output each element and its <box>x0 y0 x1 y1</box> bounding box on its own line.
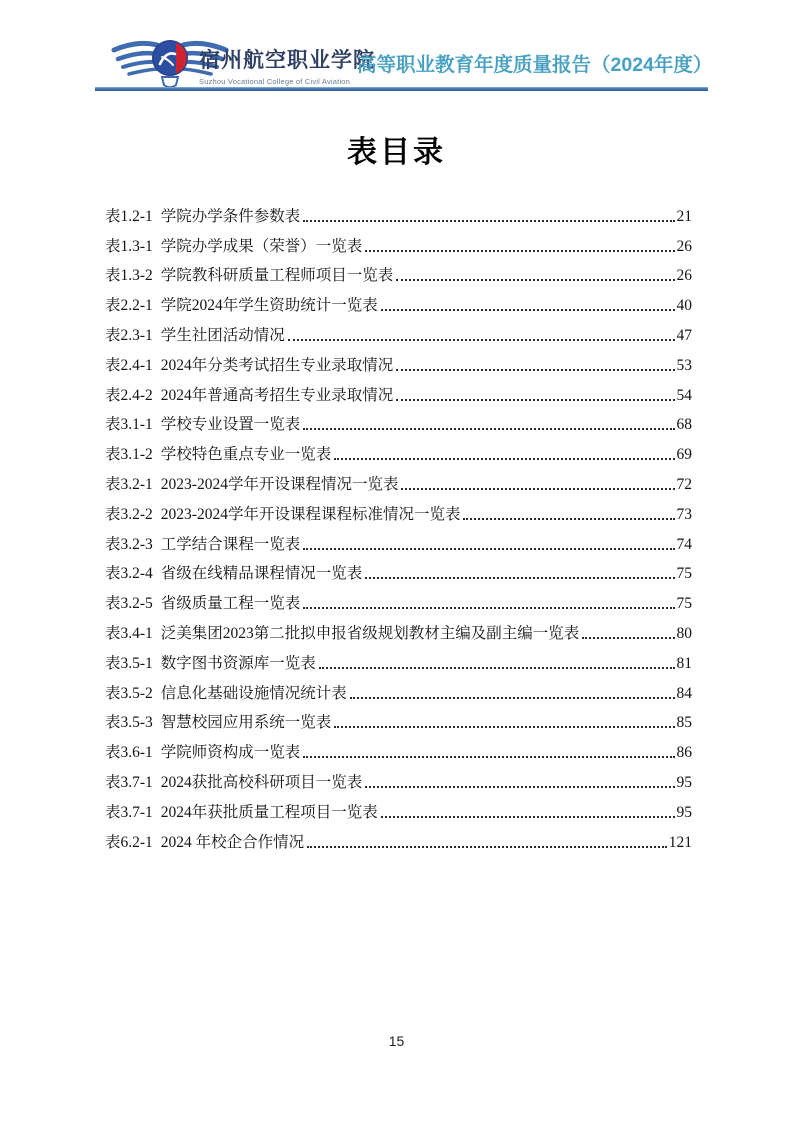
toc-entry-page: 40 <box>676 297 692 315</box>
dotted-leader <box>381 309 675 311</box>
toc-entry-page: 84 <box>676 684 692 702</box>
dotted-leader <box>401 488 674 490</box>
toc-entry <box>105 792 692 822</box>
toc-entry-title: 2024 年校企合作情况 <box>160 833 305 851</box>
toc-entry-title: 学校特色重点专业一览表 <box>160 446 332 464</box>
toc-entry-label: 表3.7-1 <box>105 773 153 791</box>
toc-entry-label: 表2.4-1 <box>105 356 153 374</box>
toc-entry-page: 85 <box>676 714 692 732</box>
toc-entry-page: 121 <box>668 833 692 851</box>
dotted-leader <box>396 369 674 371</box>
toc-entry-label: 表3.4-1 <box>105 624 153 642</box>
dotted-leader <box>365 250 674 252</box>
page-title: 表目录 <box>347 136 446 169</box>
toc-entry-label: 表3.7-1 <box>105 803 153 821</box>
toc-entry-page: 68 <box>676 416 692 434</box>
toc-entry <box>105 524 692 554</box>
college-name-zh: 宿州航空职业学院 <box>199 49 375 72</box>
toc-entry <box>105 315 692 345</box>
toc-entry <box>105 464 692 494</box>
dotted-leader <box>350 697 675 699</box>
toc-entry-label: 表3.5-3 <box>105 714 153 732</box>
toc-entry-title: 学院教科研质量工程师项目一览表 <box>160 267 394 285</box>
dotted-leader <box>303 607 674 609</box>
toc-entry-title: 学院师资构成一览表 <box>160 744 301 762</box>
toc-entry-label: 表6.2-1 <box>105 833 153 851</box>
toc-entry-label: 表3.5-2 <box>105 684 153 702</box>
toc-entry-title: 智慧校园应用系统一览表 <box>160 714 332 732</box>
dotted-leader <box>303 756 674 758</box>
dotted-leader <box>334 726 674 728</box>
toc-entry-page: 75 <box>676 565 692 583</box>
toc-entry <box>105 285 692 315</box>
toc-entry-label: 表3.1-1 <box>105 416 153 434</box>
toc-entry-page: 73 <box>676 505 692 523</box>
toc-entry-title: 学校专业设置一览表 <box>160 416 301 434</box>
toc-entry-label: 表1.2-1 <box>105 207 153 225</box>
toc-entry-title: 2024年获批质量工程项目一览表 <box>160 803 378 821</box>
toc-entry-page: 95 <box>676 773 692 791</box>
footer-page-number: 15 <box>388 1033 405 1049</box>
dotted-leader <box>303 548 674 550</box>
toc-entry-title: 2023-2024学年开设课程情况一览表 <box>160 475 399 493</box>
toc-entry-page: 74 <box>676 535 692 553</box>
dotted-leader <box>463 518 674 520</box>
toc-entry-title: 学院办学成果（荣誉）一览表 <box>160 237 363 255</box>
toc-entry-page: 80 <box>676 624 692 642</box>
toc-entry-label: 表3.2-5 <box>105 595 153 613</box>
toc-entry <box>105 703 692 733</box>
toc-entry-title: 2024年分类考试招生专业录取情况 <box>160 356 394 374</box>
toc-entry-title: 2024获批高校科研项目一览表 <box>160 773 363 791</box>
toc-entry-page: 54 <box>676 386 692 404</box>
toc-entry-page: 81 <box>676 654 692 672</box>
toc-entry-page: 69 <box>676 446 692 464</box>
dotted-leader <box>582 637 674 639</box>
toc-entry-title: 数字图书资源库一览表 <box>160 654 316 672</box>
toc-entry <box>105 732 692 762</box>
toc-entry-title: 信息化基础设施情况统计表 <box>160 684 347 702</box>
dotted-leader <box>288 339 675 341</box>
toc-entry <box>105 226 692 256</box>
toc-entry-label: 表3.5-1 <box>105 654 153 672</box>
college-name-en: Suzhou Vocational College of Civil Aviation <box>199 77 351 86</box>
toc-entry-title: 学院2024年学生资助统计一览表 <box>160 297 378 315</box>
toc-entry-label: 表2.4-2 <box>105 386 153 404</box>
toc-entry-title: 省级质量工程一览表 <box>160 595 301 613</box>
toc-entry-page: 26 <box>676 237 692 255</box>
toc-entry-label: 表3.2-1 <box>105 475 153 493</box>
toc-entry <box>105 673 692 703</box>
toc-entry-title: 省级在线精品课程情况一览表 <box>160 565 363 583</box>
toc-entry-title: 泛美集团2023第二批拟申报省级规划教材主编及副主编一览表 <box>160 624 580 642</box>
toc-entry <box>105 583 692 613</box>
dotted-leader <box>319 667 675 669</box>
toc-entry <box>105 822 692 852</box>
dotted-leader <box>365 577 674 579</box>
toc-entry <box>105 643 692 673</box>
toc-entry-label: 表3.2-4 <box>105 565 153 583</box>
toc-entry <box>105 434 692 464</box>
dotted-leader <box>303 428 674 430</box>
toc-entry-label: 表3.1-2 <box>105 446 153 464</box>
toc-entry-label: 表3.2-2 <box>105 505 153 523</box>
toc-entry <box>105 196 692 226</box>
toc-entry <box>105 375 692 405</box>
dotted-leader <box>334 458 674 460</box>
toc-entry-label: 表2.3-1 <box>105 326 153 344</box>
toc-entry-page: 21 <box>676 207 692 225</box>
toc-entry-title: 2023-2024学年开设课程课程标准情况一览表 <box>160 505 461 523</box>
toc-entry <box>105 762 692 792</box>
toc-entry-page: 86 <box>676 744 692 762</box>
toc-entry-title: 学生社团活动情况 <box>160 326 285 344</box>
toc-entry-title: 学院办学条件参数表 <box>160 207 301 225</box>
toc-entry-page: 47 <box>676 326 692 344</box>
toc-entry <box>105 256 692 286</box>
dotted-leader <box>307 846 667 848</box>
toc-entry-title: 2024年普通高考招生专业录取情况 <box>160 386 394 404</box>
toc-entry-page: 95 <box>676 803 692 821</box>
toc-entry-title: 工学结合课程一览表 <box>160 535 301 553</box>
dotted-leader <box>381 816 675 818</box>
toc-entry-label: 表1.3-1 <box>105 237 153 255</box>
toc-entry-label: 表3.6-1 <box>105 744 153 762</box>
college-name-block <box>199 44 375 86</box>
report-title: 高等职业教育年度质量报告（2024年度） <box>357 54 713 76</box>
toc-entry-page: 75 <box>676 595 692 613</box>
dotted-leader <box>303 220 674 222</box>
toc-entry-page: 26 <box>676 267 692 285</box>
dotted-leader <box>396 279 674 281</box>
toc-entry <box>105 494 692 524</box>
toc-entry <box>105 613 692 643</box>
toc-entry-label: 表2.2-1 <box>105 297 153 315</box>
toc-entry <box>105 405 692 435</box>
dotted-leader <box>396 399 674 401</box>
dotted-leader <box>365 786 674 788</box>
toc-list <box>105 196 692 852</box>
toc-entry <box>105 345 692 375</box>
toc-entry-label: 表1.3-2 <box>105 267 153 285</box>
header-divider-rule <box>95 87 708 91</box>
toc-entry-page: 53 <box>676 356 692 374</box>
toc-entry-page: 72 <box>676 475 692 493</box>
toc-entry <box>105 554 692 584</box>
toc-entry-label: 表3.2-3 <box>105 535 153 553</box>
